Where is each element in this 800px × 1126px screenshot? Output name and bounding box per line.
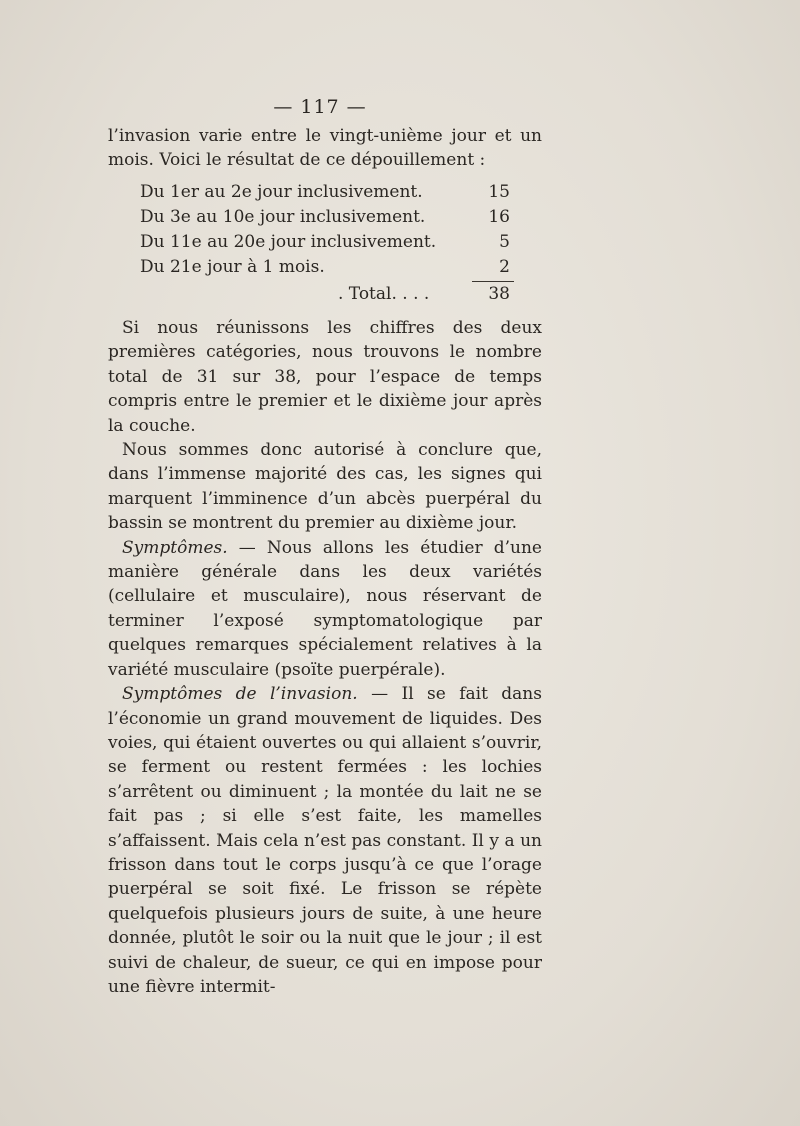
row-label: Du 21e jour à 1 mois. (140, 257, 325, 277)
row-value: 15 (488, 182, 510, 202)
paragraph-4-text: — Il se fait dans l’économie un grand mouvement de liquides. Des voies, qui étaient ouvertes ou qui allaient s’ouvrir, se ferment ou restent fermées : les lochies s’arrêtent ou diminuent ; la montée du lait ne se fait pas ; si elle s’est faite, les mamelles s’affaissent. Mais cela n’est pas constant. Il y a un frisson dans tout le corps jusqu’à ce que l’orage puerpéral se soit fixé. Le frisson se répète quelquefois plusieurs jours de suite, à une heure donnée, plutôt le soir ou la nuit que le jour ; il est suivi de chaleur, de sueur, ce qui en impose pour une fièvre intermit- (108, 684, 542, 997)
row-value: 2 (499, 257, 510, 277)
table-row (140, 232, 514, 256)
total-rule (472, 281, 514, 282)
row-label: Du 3e au 10e jour inclusivement. (140, 207, 426, 227)
total-label: . Total. . . . (338, 284, 430, 304)
intro-text: l’invasion varie entre le vingt-unième jour et un mois. Voici le résultat de ce dépouillement : (108, 126, 542, 171)
paragraph-3 (108, 536, 542, 682)
paragraph-2: Nous sommes donc autorisé à conclure que, dans l’immense majorité des cas, les signes qui marquent l’imminence d’un abcès puerpéral du bassin se montrent du premier au dixième jour. (108, 440, 542, 534)
intro-paragraph (108, 124, 542, 173)
row-label: Du 1er au 2e jour inclusivement. (140, 182, 423, 202)
body-text (108, 316, 542, 999)
total-row (140, 284, 514, 308)
row-label: Du 11e au 20e jour inclusivement. (140, 232, 437, 252)
row-value: 5 (499, 232, 510, 252)
table-row (140, 182, 514, 206)
paragraph-1: Si nous réunissons les chiffres des deux premières catégories, nous trouvons le nombre total de 31 sur 38, pour l’espace de temps compris entre le premier et le dixième jour après la couche. (108, 318, 542, 436)
paragraph-4 (108, 682, 542, 999)
invasion-heading: Symptômes de l’invasion. (122, 684, 358, 705)
table-row (140, 207, 514, 231)
total-value: 38 (488, 284, 510, 304)
row-value: 16 (488, 207, 510, 227)
table-row (140, 257, 514, 281)
page-number: — 117 — (273, 96, 367, 118)
paragraph-3-text: — Nous allons les étudier d’une manière générale dans les deux variétés (cellulaire et musculaire), nous réservant de terminer l’exposé symptomatologique par quelques remarques spécialement relatives à la variété musculaire (psoïte puerpérale). (108, 537, 542, 680)
symptomes-heading: Symptômes. (122, 537, 228, 558)
